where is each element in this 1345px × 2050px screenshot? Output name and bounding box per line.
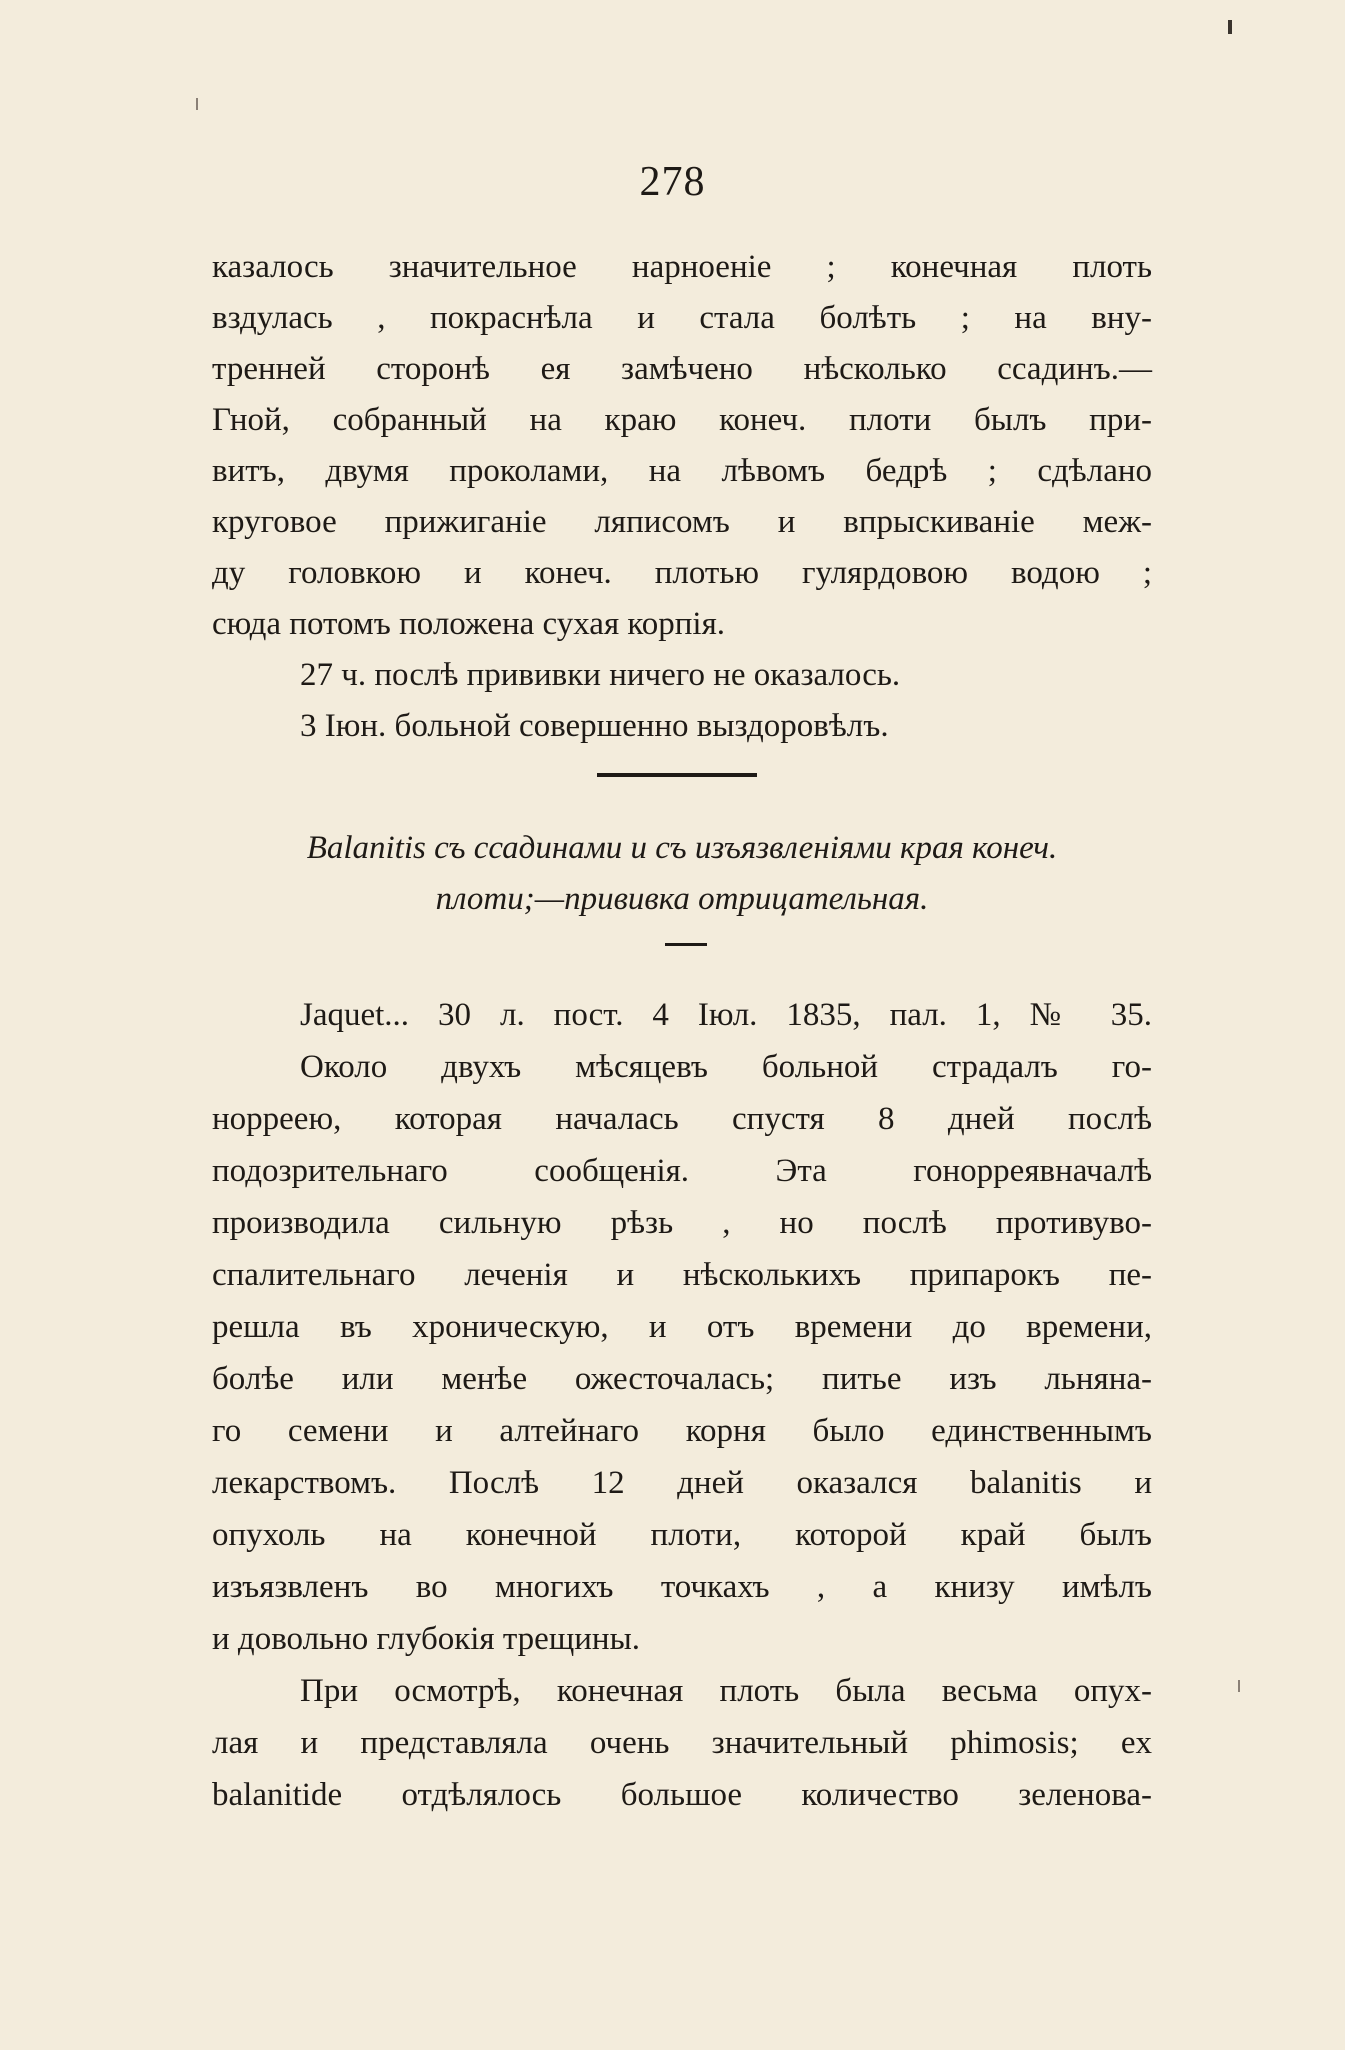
- print-speck: [1228, 20, 1232, 34]
- text-line: казалось значительное нарноеніе ; конечная плоть: [212, 249, 1152, 285]
- print-speck: [1238, 1680, 1240, 1692]
- text-line: норреею, которая началась спустя 8 дней послѣ: [212, 1101, 1152, 1137]
- text-line: производила сильную рѣзь , но послѣ противуво-: [212, 1205, 1152, 1241]
- text-line: изъязвленъ во многихъ точкахъ , а книзу имѣлъ: [212, 1569, 1152, 1605]
- section-heading: Balanitis съ ссадинами и съ изъязвленіями края конеч.: [306, 830, 1058, 866]
- text-line: витъ, двумя проколами, на лѣвомъ бедрѣ ; сдѣлано: [212, 453, 1152, 489]
- text-line: вздулась , покраснѣла и стала болѣть ; на вну-: [212, 300, 1152, 336]
- text-line: сюда потомъ положена сухая корпія.: [212, 606, 725, 642]
- text-line: решла въ хроническую, и отъ времени до времени,: [212, 1309, 1152, 1345]
- text-line: balanitide отдѣлялось большое количество зеленова-: [212, 1777, 1152, 1813]
- text-line: опухоль на конечной плоти, которой край былъ: [212, 1517, 1152, 1553]
- page-number: 278: [639, 159, 706, 205]
- text-line: Гной, собранный на краю конеч. плоти былъ при-: [212, 402, 1152, 438]
- case-header: Jaquet... 30 л. пост. 4 Іюл. 1835, пал. 1, № 35.: [300, 997, 1152, 1033]
- section-divider: [597, 773, 757, 777]
- text-line: ду головкою и конеч. плотью гулярдовою водою ;: [212, 555, 1152, 591]
- text-line: и довольно глубокія трещины.: [212, 1621, 640, 1657]
- text-line: 3 Іюн. больной совершенно выздоровѣлъ.: [300, 708, 889, 744]
- text-line: Около двухъ мѣсяцевъ больной страдалъ го-: [300, 1049, 1152, 1085]
- text-line: спалительнаго леченія и нѣсколькихъ припарокъ пе-: [212, 1257, 1152, 1293]
- text-line: болѣе или менѣе ожесточалась; питье изъ льняна-: [212, 1361, 1152, 1397]
- text-line: лая и представляла очень значительный phimosis; ex: [212, 1725, 1152, 1761]
- text-line: лекарствомъ. Послѣ 12 дней оказался balanitis и: [212, 1465, 1152, 1501]
- section-heading: плоти;—прививка отрицательная.: [435, 881, 929, 917]
- text-line: подозрительнаго сообщенія. Эта гонорреявначалѣ: [212, 1153, 1152, 1189]
- text-line: При осмотрѣ, конечная плоть была весьма опух-: [300, 1673, 1152, 1709]
- text-line: го семени и алтейнаго корня было единственнымъ: [212, 1413, 1152, 1449]
- heading-dash: [665, 943, 707, 946]
- text-line: тренней сторонѣ ея замѣчено нѣсколько ссадинъ.—: [212, 351, 1152, 387]
- text-line: 27 ч. послѣ прививки ничего не оказалось.: [300, 657, 901, 693]
- text-line: круговое прижиганіе ляписомъ и впрыскиваніе меж-: [212, 504, 1152, 540]
- print-speck: [196, 98, 198, 110]
